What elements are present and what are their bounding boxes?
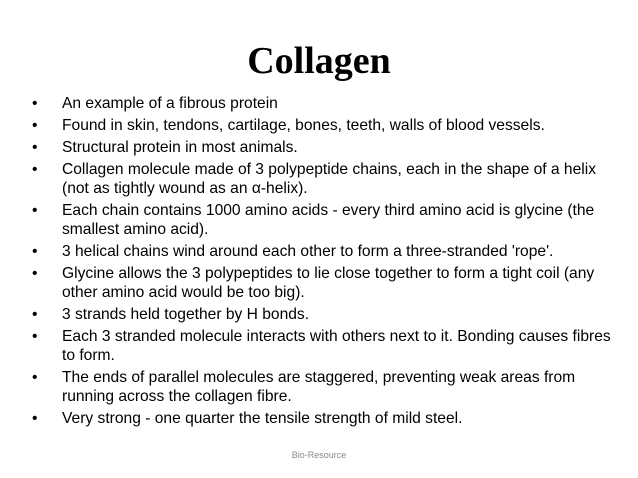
bullet-text: 3 strands held together by H bonds. <box>62 306 310 323</box>
slide-footer: Bio-Resource <box>291 450 347 460</box>
bullet-item <box>32 116 612 135</box>
bullet-item <box>32 138 612 157</box>
bullet-item <box>32 409 612 428</box>
bullet-item <box>32 160 612 198</box>
bullet-icon: • <box>32 95 38 112</box>
bullet-text: Found in skin, tendons, cartilage, bones, teeth, walls of blood vessels. <box>62 117 545 134</box>
bullet-icon: • <box>32 243 38 260</box>
bullet-text: Each chain contains 1000 amino acids - every third amino acid is glycine (the smallest amino acid). <box>62 202 595 238</box>
bullet-list <box>32 94 612 431</box>
bullet-icon: • <box>32 369 38 386</box>
bullet-icon: • <box>32 117 38 134</box>
bullet-text: Collagen molecule made of 3 polypeptide chains, each in the shape of a helix (not as tightly wound as an α-helix). <box>62 161 597 197</box>
bullet-icon: • <box>32 410 38 427</box>
bullet-text: Structural protein in most animals. <box>62 139 298 156</box>
bullet-item <box>32 242 612 261</box>
bullet-icon: • <box>32 139 38 156</box>
bullet-icon: • <box>32 328 38 345</box>
bullet-text: Each 3 stranded molecule interacts with others next to it. Bonding causes fibres to form. <box>62 328 611 364</box>
bullet-icon: • <box>32 202 38 219</box>
bullet-text: Glycine allows the 3 polypeptides to lie close together to form a tight coil (any other amino acid would be too big). <box>62 265 595 301</box>
bullet-text: An example of a fibrous protein <box>62 95 278 112</box>
bullet-item <box>32 264 612 302</box>
bullet-item <box>32 305 612 324</box>
bullet-text: Very strong - one quarter the tensile strength of mild steel. <box>62 410 463 427</box>
bullet-item <box>32 327 612 365</box>
slide-title: Collagen <box>247 40 391 82</box>
bullet-item <box>32 368 612 406</box>
bullet-icon: • <box>32 265 38 282</box>
bullet-icon: • <box>32 306 38 323</box>
bullet-icon: • <box>32 161 38 178</box>
bullet-text: The ends of parallel molecules are staggered, preventing weak areas from running across the collagen fibre. <box>62 369 576 405</box>
bullet-item <box>32 94 612 113</box>
bullet-item <box>32 201 612 239</box>
bullet-text: 3 helical chains wind around each other to form a three-stranded 'rope'. <box>62 243 554 260</box>
